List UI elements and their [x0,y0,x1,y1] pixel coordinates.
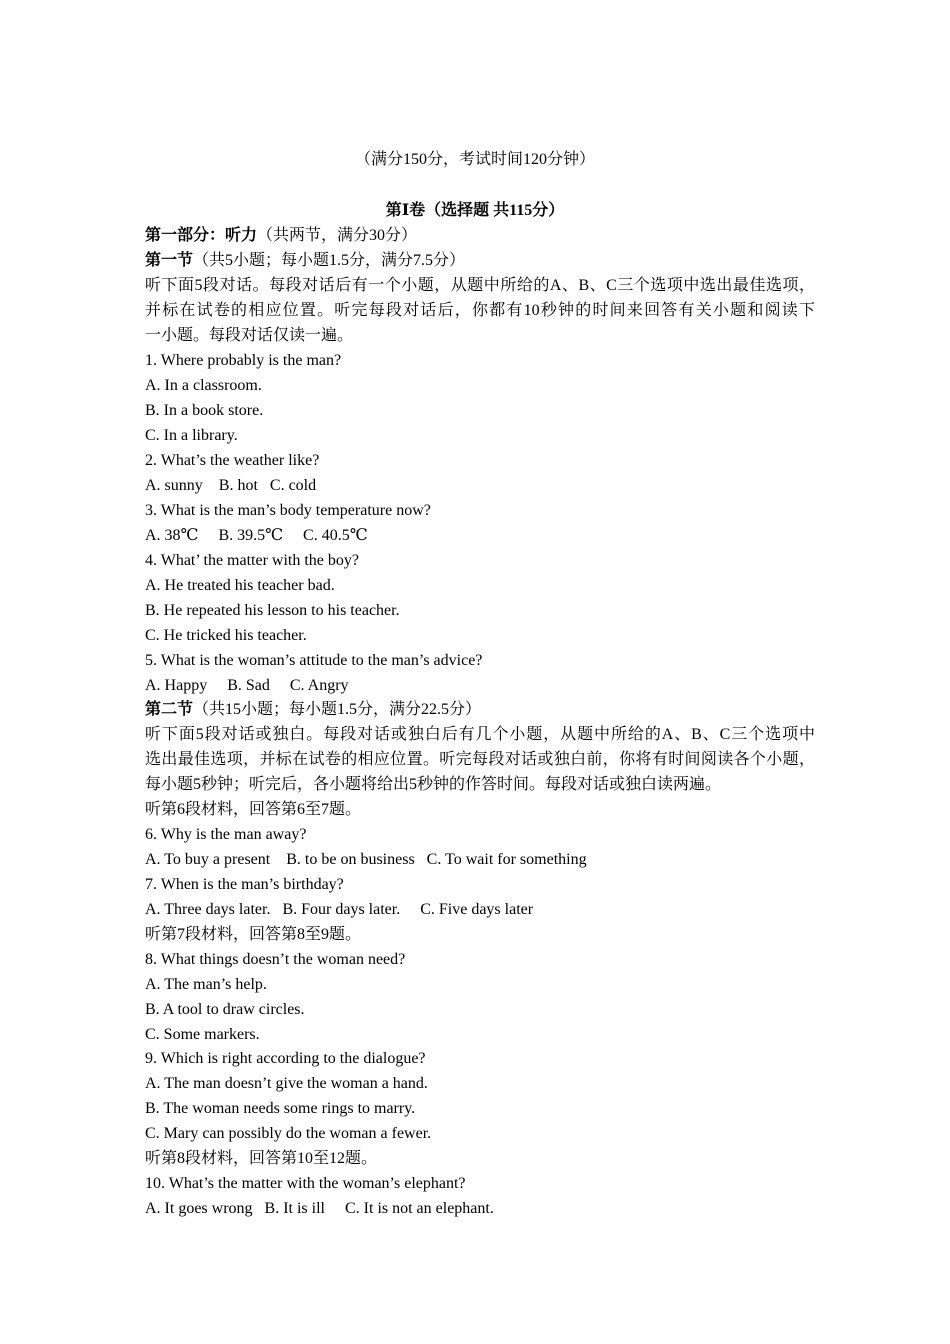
option-line: C. He tricked his teacher. [145,627,307,644]
question-line: 3. What is the man’s body temperature now? [145,502,431,519]
section1-heading [145,251,815,271]
material-line: 听第8段材料，回答第10至12题。 [145,1150,378,1167]
material-line: 听第7段材料，回答第8至9题。 [145,926,362,943]
volume-title: 第Ⅰ卷（选择题 共115分） [385,202,565,219]
option-line: A. To buy a present B. to be on business C. To wait for something [145,851,587,868]
section2-subtitle: （共15小题；每小题1.5分，满分22.5分） [193,701,482,718]
part1-title: 第一部分：听力 [145,227,258,244]
option-line: A. The man’s help. [145,976,267,993]
section2-instruction-line: 听下面5段对话或独白。每段对话或独白后有几个小题，从题中所给的A、B、C三个选项中 [145,726,815,743]
option-line: B. The woman needs some rings to marry. [145,1100,416,1117]
section2-heading [145,700,815,720]
option-line: A. Happy B. Sad C. Angry [145,677,349,694]
option-line: A. In a classroom. [145,377,262,394]
question-line: 4. What’ the matter with the boy? [145,552,360,569]
section1-title: 第一节 [145,252,194,269]
option-line: C. In a library. [145,427,238,444]
option-line: A. The man doesn’t give the woman a hand. [145,1075,428,1092]
option-line: B. In a book store. [145,402,264,419]
section2-instruction-line: 每小题5秒钟；听完后，各小题将给出5秒钟的作答时间。每段对话或独白读两遍。 [145,776,722,793]
section2-title: 第二节 [145,701,194,718]
option-line: A. 38℃ B. 39.5℃ C. 40.5℃ [145,527,368,544]
section1-instruction-line: 听下面5段对话。每段对话后有一个小题，从题中所给的A、B、C三个选项中选出最佳选项， [145,277,815,294]
option-line: C. Some markers. [145,1026,260,1043]
question-line: 9. Which is right according to the dialogue? [145,1050,426,1067]
section1-instruction-line: 一小题。每段对话仅读一遍。 [145,327,354,344]
part1-subtitle: （共两节，满分30分） [257,227,418,244]
option-line: A. sunny B. hot C. cold [145,477,317,494]
question-line: 5. What is the woman’s attitude to the man’s advice? [145,652,483,669]
part1-heading [145,226,815,246]
option-line: A. Three days later. B. Four days later. C. Five days later [145,901,534,918]
section1-instruction-line: 并标在试卷的相应位置。听完每段对话后，你都有10秒钟的时间来回答有关小题和阅读下 [145,302,815,319]
question-line: 8. What things doesn’t the woman need? [145,951,406,968]
option-line: B. He repeated his lesson to his teacher. [145,602,400,619]
option-line: A. It goes wrong B. It is ill C. It is not an elephant. [145,1200,494,1217]
option-line: C. Mary can possibly do the woman a fewer. [145,1125,432,1142]
question-line: 10. What’s the matter with the woman’s elephant? [145,1175,466,1192]
question-line: 7. When is the man’s birthday? [145,876,344,893]
section2-instruction-line: 选出最佳选项，并标在试卷的相应位置。听完每段对话或独白前，你将有时间阅读各个小题， [145,751,815,768]
question-line: 1. Where probably is the man? [145,352,342,369]
exam-info: （满分150分，考试时间120分钟） [354,151,595,168]
question-line: 6. Why is the man away? [145,826,307,843]
option-line: A. He treated his teacher bad. [145,577,335,594]
material-line: 听第6段材料，回答第6至7题。 [145,801,362,818]
section1-subtitle: （共5小题；每小题1.5分，满分7.5分） [193,252,466,269]
question-line: 2. What’s the weather like? [145,452,320,469]
option-line: B. A tool to draw circles. [145,1001,305,1018]
